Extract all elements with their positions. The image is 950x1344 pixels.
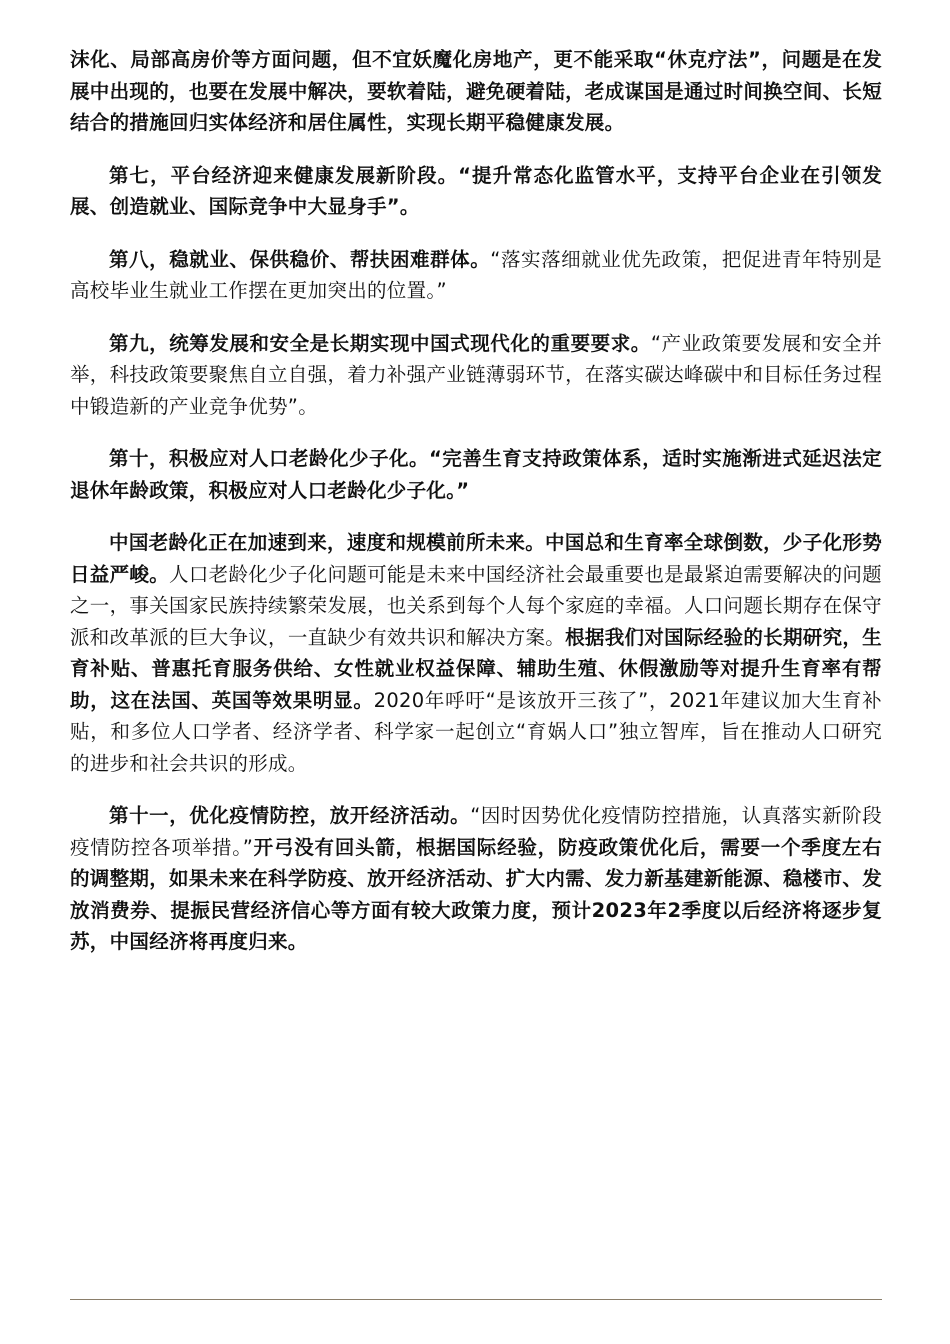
paragraph-aging-analysis	[70, 527, 882, 779]
paragraph-housing-conclusion	[70, 44, 882, 139]
paragraph-point-ten	[70, 443, 882, 506]
text-run: 第九，统筹发展和安全是长期实现中国式现代化的重要要求。	[109, 331, 651, 355]
text-run: 第十一，优化疫情防控，放开经济活动。	[109, 804, 471, 827]
paragraph-point-eight	[70, 244, 882, 307]
text-run: 2020年呼吁“是该放开三孩了”，2021年建议加大生育补贴，和多位人口学者、经济学者、科学家一起创立“育娲人口”独立智库，旨在推动人口研究的进步和社会共识的形成。	[70, 688, 882, 775]
document-body	[70, 44, 882, 979]
text-run: 第七，平台经济迎来健康发展新阶段。“提升常态化监管水平，支持平台企业在引领发展、创造就业、国际竞争中大显身手”。	[70, 163, 882, 218]
paragraph-point-seven	[70, 160, 882, 223]
text-run: 中国老龄化正在加速到来，速度和规模前所未来。中国总和生育率全球倒数，少子化形势日益严峻。	[70, 531, 882, 586]
text-run: “落实落细就业优先政策，把促进青年特别是高校毕业生就业工作摆在更加突出的位置。”	[70, 247, 882, 302]
text-run: “产业政策要发展和安全并举，科技政策要聚焦自立自强，着力补强产业链薄弱环节，在落实碳达峰碳中和目标任务过程中锻造新的产业竞争优势”。	[70, 331, 882, 418]
text-run: 沫化、局部高房价等方面问题，但不宜妖魔化房地产，更不能采取“休克疗法”，问题是在发展中出现的，也要在发展中解决，要软着陆，避免硬着陆，老成谋国是通过时间换空间、长短结合的措施回归实体经济和居住属性，实现长期平稳健康发展。	[70, 48, 882, 134]
text-run: “因时因势优化疫情防控措施，认真落实新阶段疫情防控各项举措。”	[70, 804, 882, 859]
paragraph-point-nine	[70, 328, 882, 423]
footer-divider	[70, 1299, 882, 1300]
paragraph-point-eleven	[70, 800, 882, 958]
text-run: 人口老龄化少子化问题可能是未来中国经济社会最重要也是最紧迫需要解决的问题之一，事关国家民族持续繁荣发展，也关系到每个人每个家庭的幸福。人口问题长期存在保守派和改革派的巨大争议，一直缺少有效共识和解决方案。	[70, 562, 882, 649]
text-run: 开弓没有回头箭，根据国际经验，防疫政策优化后，需要一个季度左右的调整期，如果未来在科学防疫、放开经济活动、扩大内需、发力新基建新能源、稳楼市、发放消费券、提振民营经济信心等方面有较大政策力度，预计2023年2季度以后经济将逐步复苏，中国经济将再度归来。	[70, 835, 882, 953]
text-run: 第八，稳就业、保供稳价、帮扶困难群体。	[109, 247, 491, 271]
text-run: 第十，积极应对人口老龄化少子化。“完善生育支持政策体系，适时实施渐进式延迟法定退休年龄政策，积极应对人口老龄化少子化。”	[70, 447, 882, 502]
text-run: 根据我们对国际经验的长期研究，生育补贴、普惠托育服务供给、女性就业权益保障、辅助生殖、休假激励等对提升生育率有帮助，这在法国、英国等效果明显。	[70, 625, 882, 712]
